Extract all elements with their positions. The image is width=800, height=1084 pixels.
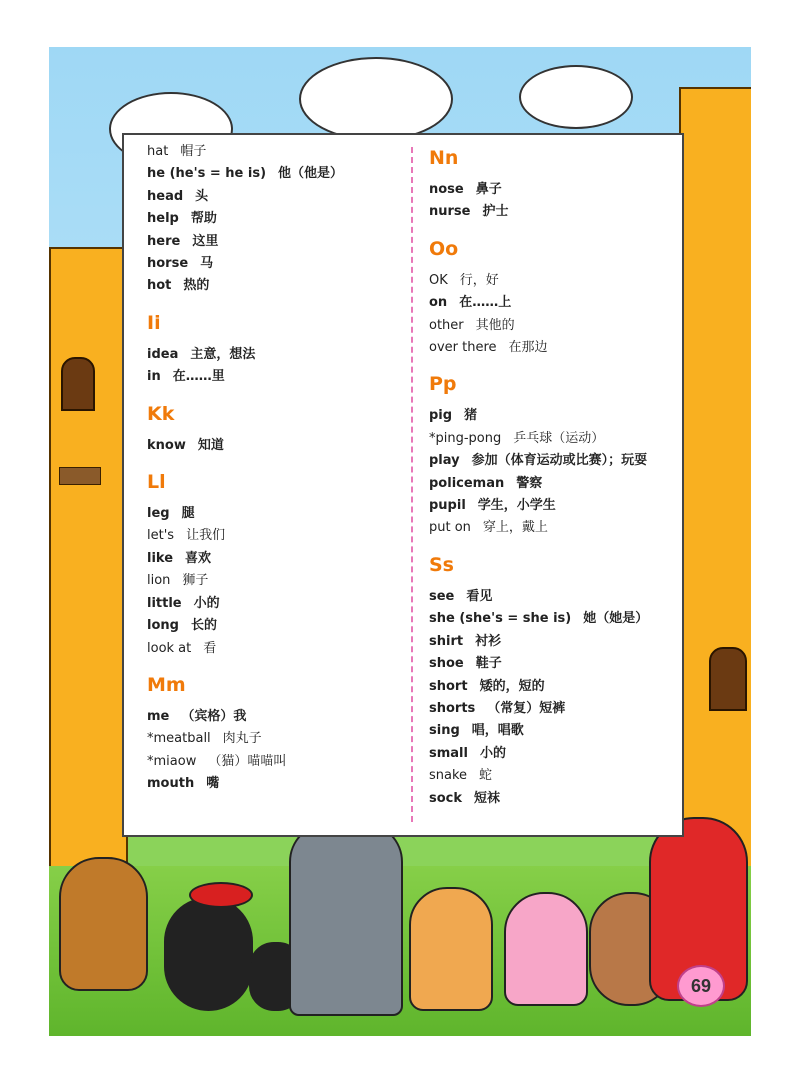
entry-word: on xyxy=(429,295,448,311)
entry-word: other xyxy=(429,317,464,333)
entry-word: help xyxy=(147,211,179,227)
vocabulary-entry xyxy=(147,638,343,660)
entry-meaning: 看 xyxy=(203,640,217,656)
entry-meaning: 蛇 xyxy=(479,768,493,784)
entry-meaning: 长的 xyxy=(190,618,217,634)
vocabulary-entry xyxy=(147,773,343,795)
penguin-hat xyxy=(189,882,253,908)
letter-heading: Ss xyxy=(429,553,454,576)
page-number: 69 xyxy=(677,965,725,1007)
castle-bricks-left xyxy=(59,467,101,485)
vocabulary-entry xyxy=(429,201,648,223)
entry-meaning: 穿上，戴上 xyxy=(482,520,548,536)
entry-meaning: 鼻子 xyxy=(475,182,502,197)
entry-meaning: 狮子 xyxy=(182,573,209,589)
entry-meaning: 主意，想法 xyxy=(190,346,256,362)
entry-word: idea xyxy=(147,346,179,362)
entry-word: hat xyxy=(147,144,169,159)
letter-heading: Ii xyxy=(147,311,161,334)
left-column xyxy=(147,141,343,796)
vocabulary-entry xyxy=(429,179,648,201)
entry-word: little xyxy=(147,595,182,611)
entry-meaning: 帽子 xyxy=(180,144,207,159)
entry-word: snake xyxy=(429,768,468,784)
entry-word: pupil xyxy=(429,498,466,514)
vocabulary-entry xyxy=(147,706,343,728)
entry-word: let's xyxy=(147,528,175,544)
entry-word: leg xyxy=(147,506,170,522)
entry-meaning: 他（他是） xyxy=(278,166,344,182)
entry-word: OK xyxy=(429,272,448,288)
entry-word: in xyxy=(147,369,161,385)
vocabulary-entry xyxy=(147,366,343,388)
letter-heading: Nn xyxy=(429,147,459,169)
vocabulary-entry xyxy=(147,435,343,457)
entry-word: he (he's = he is) xyxy=(147,166,267,182)
vocabulary-entry xyxy=(147,141,343,163)
vocabulary-entry xyxy=(429,292,648,314)
column-divider xyxy=(411,147,413,822)
entry-meaning: 在……上 xyxy=(459,295,512,311)
entry-word: nose xyxy=(429,182,464,197)
entry-meaning: 鞋子 xyxy=(475,656,502,672)
vocabulary-entry xyxy=(147,344,343,366)
cloud-middle xyxy=(299,57,453,141)
cloud-right xyxy=(519,65,633,129)
letter-heading: Oo xyxy=(429,237,459,260)
entry-meaning: 猪 xyxy=(464,408,478,424)
castle-window-right xyxy=(709,647,747,711)
vocabulary-entry xyxy=(429,450,648,472)
entry-word: know xyxy=(147,437,186,453)
vocabulary-entry xyxy=(429,631,648,653)
entry-meaning: 在那边 xyxy=(508,340,548,356)
entry-word: over there xyxy=(429,340,497,356)
entry-word: horse xyxy=(147,256,189,272)
vocabulary-entry xyxy=(147,231,343,253)
vocabulary-entry xyxy=(147,163,343,185)
vocabulary-entry xyxy=(429,337,648,359)
entry-meaning: 小的 xyxy=(193,595,220,611)
entry-meaning: 热的 xyxy=(183,278,210,294)
entry-meaning: 肉丸子 xyxy=(222,731,262,747)
vocabulary-entry xyxy=(147,253,343,275)
vocabulary-entry xyxy=(147,186,343,208)
entry-meaning: 小的 xyxy=(479,745,506,761)
entry-word: sock xyxy=(429,790,463,806)
pig-character xyxy=(504,892,588,1006)
entry-meaning: 她（她是） xyxy=(583,611,649,627)
vocabulary-entry xyxy=(147,503,343,525)
entry-word: me xyxy=(147,708,170,724)
entry-meaning: 行，好 xyxy=(459,272,499,288)
vocabulary-entry xyxy=(429,473,648,495)
vocabulary-entry xyxy=(429,517,648,539)
entry-word: mouth xyxy=(147,776,195,792)
entry-word: *meatball xyxy=(147,731,211,747)
letter-heading: Pp xyxy=(429,373,457,396)
wolf-character xyxy=(289,822,403,1016)
entry-word: here xyxy=(147,233,181,249)
entry-word: small xyxy=(429,745,468,761)
entry-meaning: 学生，小学生 xyxy=(477,498,556,514)
castle-window-left xyxy=(61,357,95,411)
vocabulary-entry xyxy=(429,586,648,608)
entry-meaning: 护士 xyxy=(482,204,509,220)
letter-heading: Ll xyxy=(147,471,166,494)
bear-character xyxy=(59,857,148,991)
entry-meaning: 唱，唱歌 xyxy=(471,723,524,739)
entry-meaning: 腿 xyxy=(181,506,195,522)
entry-word: look at xyxy=(147,640,192,656)
entry-meaning: 警察 xyxy=(516,475,543,491)
vocabulary-entry xyxy=(147,593,343,615)
castle-wall-left xyxy=(49,247,128,871)
entry-word: see xyxy=(429,588,455,604)
vocabulary-entry xyxy=(147,751,343,773)
entry-meaning: 看见 xyxy=(466,588,493,604)
entry-word: long xyxy=(147,618,179,634)
entry-word: *miaow xyxy=(147,753,197,769)
entry-word: nurse xyxy=(429,204,471,220)
letter-heading: Kk xyxy=(147,402,175,425)
entry-word: hot xyxy=(147,278,172,294)
entry-meaning: （常复）短裤 xyxy=(487,700,566,716)
entry-meaning: 参加（体育运动或比赛）；玩耍 xyxy=(471,453,648,469)
entry-word: shirt xyxy=(429,633,464,649)
letter-heading: Mm xyxy=(147,673,186,696)
entry-meaning: 嘴 xyxy=(206,776,220,792)
entry-meaning: 这里 xyxy=(192,233,219,249)
entry-meaning: 喜欢 xyxy=(185,550,212,566)
vocabulary-entry xyxy=(147,208,343,230)
vocabulary-entry xyxy=(429,676,648,698)
vocabulary-entry xyxy=(147,615,343,637)
entry-word: like xyxy=(147,550,174,566)
vocabulary-entry xyxy=(429,270,648,292)
entry-meaning: 短袜 xyxy=(474,790,501,806)
entry-meaning: 矮的，短的 xyxy=(479,678,545,694)
cat-character xyxy=(409,887,493,1011)
entry-meaning: 让我们 xyxy=(186,528,226,544)
vocabulary-entry xyxy=(429,743,648,765)
vocabulary-entry xyxy=(147,275,343,297)
entry-word: she (she's = she is) xyxy=(429,611,572,627)
entry-meaning: 衬衫 xyxy=(475,633,502,649)
entry-word: pig xyxy=(429,408,453,424)
vocabulary-entry xyxy=(429,405,648,427)
entry-meaning: （宾格）我 xyxy=(181,708,247,724)
vocabulary-entry xyxy=(147,728,343,750)
entry-word: policeman xyxy=(429,475,505,491)
vocabulary-entry xyxy=(429,720,648,742)
entry-meaning: （猫）喵喵叫 xyxy=(208,753,287,769)
entry-meaning: 帮助 xyxy=(190,211,217,227)
entry-word: head xyxy=(147,188,184,204)
entry-word: *ping-pong xyxy=(429,430,502,446)
right-column xyxy=(429,141,648,810)
entry-word: shoe xyxy=(429,656,464,672)
entry-meaning: 乒乓球（运动） xyxy=(513,430,605,446)
vocabulary-entry xyxy=(429,495,648,517)
entry-word: lion xyxy=(147,573,171,589)
entry-word: play xyxy=(429,453,460,469)
vocabulary-entry xyxy=(429,788,648,810)
castle-wall-right xyxy=(679,87,751,871)
entry-meaning: 其他的 xyxy=(475,317,515,333)
vocabulary-entry xyxy=(429,653,648,675)
vocabulary-entry xyxy=(147,570,343,592)
entry-meaning: 马 xyxy=(200,256,214,272)
entry-word: put on xyxy=(429,520,471,536)
vocabulary-entry xyxy=(429,428,648,450)
penguin-character xyxy=(164,897,253,1011)
vocabulary-entry xyxy=(429,765,648,787)
entry-word: shorts xyxy=(429,700,476,716)
vocabulary-entry xyxy=(429,698,648,720)
entry-word: sing xyxy=(429,723,460,739)
vocabulary-panel xyxy=(122,133,684,837)
vocabulary-entry xyxy=(147,525,343,547)
entry-meaning: 知道 xyxy=(197,437,224,453)
vocabulary-entry xyxy=(429,315,648,337)
vocabulary-entry xyxy=(429,608,648,630)
vocabulary-entry xyxy=(147,548,343,570)
entry-meaning: 头 xyxy=(195,188,209,204)
entry-meaning: 在……里 xyxy=(172,369,225,385)
entry-word: short xyxy=(429,678,468,694)
